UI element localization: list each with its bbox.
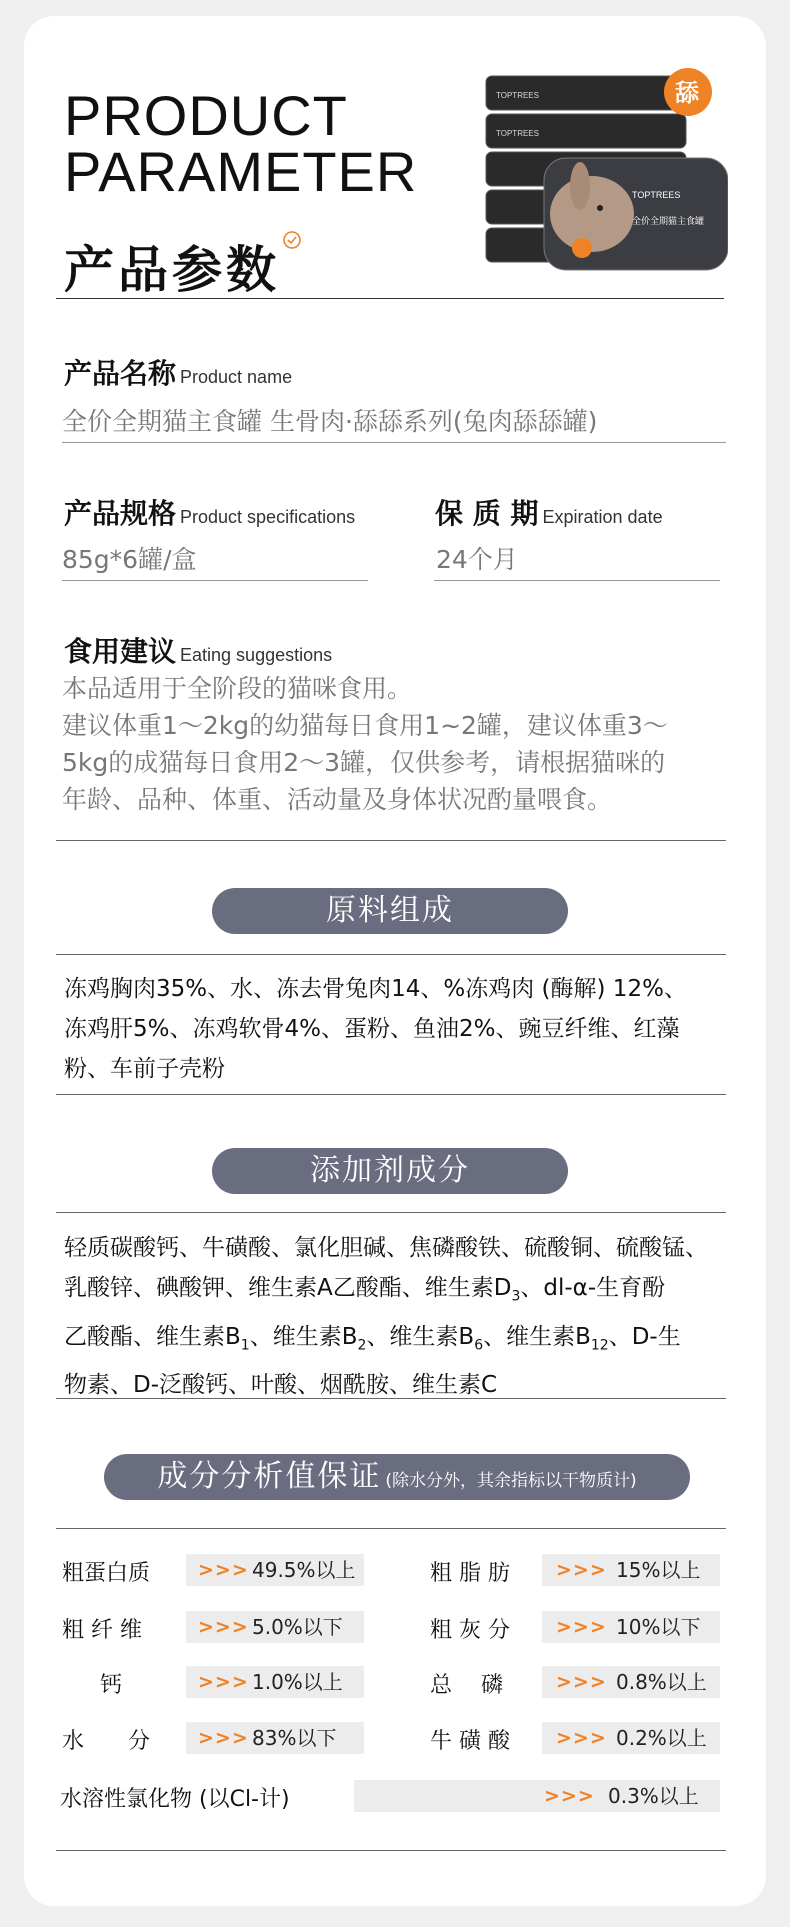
- divider: [434, 580, 720, 581]
- arrows-icon: >>>: [556, 1559, 607, 1581]
- divider: [62, 580, 368, 581]
- analysis-row-label: 总 磷: [430, 1673, 503, 1698]
- analysis-last-value-box: [354, 1780, 720, 1812]
- arrows-icon: >>>: [544, 1785, 595, 1807]
- arrows-icon: >>>: [556, 1671, 607, 1693]
- title-chinese: 产品参数: [64, 241, 280, 299]
- analysis-row-value: 15%以上: [616, 1558, 701, 1582]
- analysis-row-value: 5.0%以下: [252, 1615, 343, 1639]
- analysis-row-label: 水 分: [62, 1729, 151, 1754]
- arrows-icon: >>>: [556, 1616, 607, 1638]
- divider: [56, 1212, 726, 1213]
- divider: [62, 442, 726, 443]
- analysis-row-label: 钙: [100, 1673, 123, 1698]
- divider: [56, 1094, 726, 1095]
- arrows-icon: >>>: [556, 1727, 607, 1749]
- analysis-row-label: 粗 纤 维: [62, 1618, 142, 1643]
- product-cans-image: [482, 68, 728, 284]
- divider: [56, 840, 726, 841]
- ingredients-text: 冻鸡胸肉35%、水、冻去骨兔肉14、%冻鸡肉 (酶解) 12%、 冻鸡肝5%、冻鸡软骨4%、蛋粉、鱼油2%、豌豆纤维、红藻 粉、车前子壳粉: [64, 976, 687, 1082]
- specs-label: 产品规格 Product specifications: [64, 497, 356, 530]
- analysis-row-label: 粗蛋白质: [62, 1561, 151, 1586]
- arrows-icon: >>>: [198, 1616, 249, 1638]
- arrows-icon: >>>: [198, 1671, 249, 1693]
- analysis-title: 成分分析值保证 (除水分外，其余指标以干物质计): [104, 1454, 690, 1500]
- divider: [56, 954, 726, 955]
- analysis-last-value: 0.3%以上: [608, 1784, 699, 1808]
- divider: [56, 1528, 726, 1529]
- expiry-label: 保 质 期 Expiration date: [435, 497, 663, 530]
- product-name-value: 全价全期猫主食罐 生骨肉·舔舔系列(兔肉舔舔罐): [62, 407, 598, 436]
- svg-text:舔: 舔: [675, 79, 699, 107]
- check-circle-icon: [282, 230, 302, 250]
- eating-text: 本品适用于全阶段的猫咪食用。 建议体重1～2kg的幼猫每日食用1~2罐，建议体重3～ 5kg的成猫每日食用2～3罐，仅供参考，请根据猫咪的 年龄、品种、体重、活动量及身体状况酌量喂食。: [62, 674, 668, 814]
- divider: [56, 1398, 726, 1399]
- title-english: PRODUCT PARAMETER: [64, 84, 418, 203]
- analysis-row-value: 83%以下: [252, 1726, 337, 1750]
- svg-text:TOPTREES: TOPTREES: [632, 190, 681, 200]
- svg-text:TOPTREES: TOPTREES: [496, 91, 539, 100]
- analysis-value-box: [542, 1666, 720, 1698]
- additives-title: 添加剂成分: [212, 1148, 568, 1194]
- analysis-row-label: 粗 灰 分: [430, 1618, 510, 1643]
- analysis-value-box: [186, 1722, 364, 1754]
- analysis-last-label: 水溶性氯化物 (以Cl-计): [60, 1787, 290, 1812]
- analysis-value-box: [542, 1611, 720, 1643]
- arrows-icon: >>>: [198, 1559, 249, 1581]
- ingredients-title: 原料组成: [212, 888, 568, 934]
- analysis-row-value: 49.5%以上: [252, 1558, 356, 1582]
- svg-text:全价全期猫主食罐: 全价全期猫主食罐: [632, 217, 705, 227]
- eating-label: 食用建议 Eating suggestions: [64, 635, 333, 668]
- analysis-row-value: 0.8%以上: [616, 1670, 707, 1694]
- analysis-value-box: [186, 1611, 364, 1643]
- analysis-value-box: [542, 1554, 720, 1586]
- arrows-icon: >>>: [198, 1727, 249, 1749]
- analysis-value-box: [186, 1554, 364, 1586]
- additives-text: 轻质碳酸钙、牛磺酸、氯化胆碱、焦磷酸铁、硫酸铜、硫酸锰、 乳酸锌、碘酸钾、维生素A乙酸酯、维生素$D_3$、dl-α-生育酚 乙酸酯、维生素$B_1$、维生素$B_2$、维生素$B_6$、维生素$B_{12}$、D-生 物素、D-泛酸钙、叶酸、烟酰胺、维生素C: [64, 1235, 708, 1399]
- analysis-value-box: [186, 1666, 364, 1698]
- analysis-row-label: 牛 磺 酸: [430, 1729, 510, 1754]
- analysis-row-value: 10%以下: [616, 1615, 701, 1639]
- product-name-label: 产品名称 Product name: [64, 357, 293, 390]
- divider: [56, 298, 724, 299]
- svg-text:TOPTREES: TOPTREES: [496, 129, 539, 138]
- analysis-row-value: 1.0%以上: [252, 1670, 343, 1694]
- expiry-value: 24个月: [436, 545, 518, 574]
- analysis-value-box: [542, 1722, 720, 1754]
- divider: [56, 1850, 726, 1851]
- analysis-row-value: 0.2%以上: [616, 1726, 707, 1750]
- analysis-row-label: 粗 脂 肪: [430, 1561, 510, 1586]
- specs-value: 85g*6罐/盒: [62, 545, 197, 574]
